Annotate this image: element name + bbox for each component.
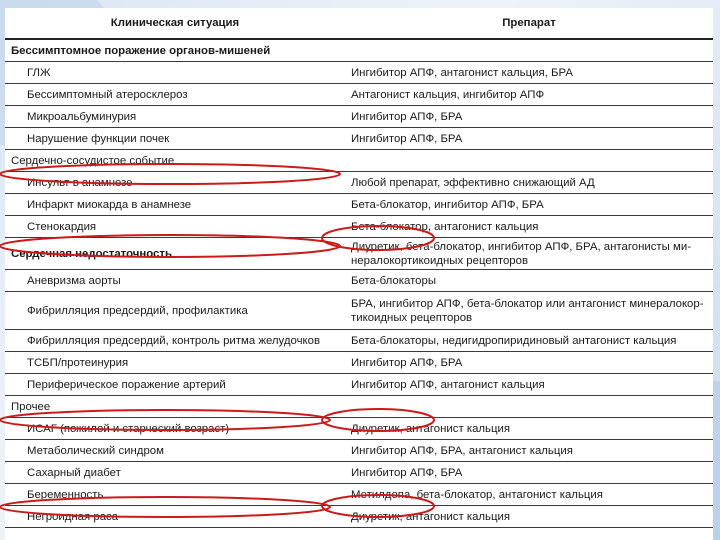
table-row	[5, 374, 713, 396]
drug-cell: Бета-блокатор, антагонист кальция	[345, 216, 713, 238]
situation-cell: ТСБП/протеинурия	[5, 352, 345, 374]
situation-cell: Периферическое поражение артерий	[5, 374, 345, 396]
table-row	[5, 418, 713, 440]
situation-cell: ГЛЖ	[5, 62, 345, 84]
table-header-row	[5, 8, 713, 39]
drug-cell	[345, 396, 713, 418]
table-row	[5, 128, 713, 150]
table-row	[5, 352, 713, 374]
header-drug: Препарат	[345, 8, 713, 39]
situation-cell: Нарушение функции почек	[5, 128, 345, 150]
table-row	[5, 462, 713, 484]
table-row	[5, 396, 713, 418]
drug-cell: Ингибитор АПФ, БРА	[345, 462, 713, 484]
document-sheet	[5, 8, 713, 540]
drug-cell: Ингибитор АПФ, БРА, антагонист кальция	[345, 440, 713, 462]
situation-cell: Бессимптомное поражение органов-мишеней	[5, 39, 345, 62]
situation-cell: Беременность	[5, 484, 345, 506]
situation-cell: Фибрилляция предсердий, профилактика	[5, 292, 345, 330]
drug-cell: Ингибитор АПФ, антагонист кальция, БРА	[345, 62, 713, 84]
drug-cell	[345, 39, 713, 62]
table-row	[5, 194, 713, 216]
situation-cell: Фибрилляция предсердий, контроль ритма желудочков	[5, 330, 345, 352]
table-row	[5, 330, 713, 352]
situation-cell: Аневризма аорты	[5, 270, 345, 292]
drug-cell	[345, 150, 713, 172]
table-row	[5, 106, 713, 128]
situation-cell: ИСАГ (пожилой и старческий возраст)	[5, 418, 345, 440]
table-row	[5, 172, 713, 194]
table-row	[5, 440, 713, 462]
drug-cell: Диуретик, антагонист кальция	[345, 418, 713, 440]
table-row	[5, 238, 713, 270]
drug-cell: БРА, ингибитор АПФ, бета-блокатор или антагонист минералокор- тикоидных рецепторов	[345, 292, 713, 330]
table-row	[5, 506, 713, 528]
situation-cell: Стенокардия	[5, 216, 345, 238]
situation-cell: Сахарный диабет	[5, 462, 345, 484]
drug-cell: Диуретик, бета-блокатор, ингибитор АПФ, БРА, антагонисты ми- нералокортикоидных рецепторов	[345, 238, 713, 270]
situation-cell: Инфаркт миокарда в анамнезе	[5, 194, 345, 216]
drug-cell: Бета-блокаторы	[345, 270, 713, 292]
drug-cell: Ингибитор АПФ, антагонист кальция	[345, 374, 713, 396]
drug-cell: Диуретик, антагонист кальция	[345, 506, 713, 528]
drug-cell: Ингибитор АПФ, БРА	[345, 106, 713, 128]
situation-cell: Бессимптомный атеросклероз	[5, 84, 345, 106]
drug-cell: Бета-блокатор, ингибитор АПФ, БРА	[345, 194, 713, 216]
drug-choice-table	[5, 8, 713, 528]
drug-cell: Антагонист кальция, ингибитор АПФ	[345, 84, 713, 106]
table-row	[5, 84, 713, 106]
situation-cell: Метаболический синдром	[5, 440, 345, 462]
drug-cell: Бета-блокаторы, недигидропиридиновый антагонист кальция	[345, 330, 713, 352]
situation-cell: Сердечно-сосудистое событие	[5, 150, 345, 172]
situation-cell: Негроидная раса	[5, 506, 345, 528]
header-situation: Клиническая ситуация	[5, 8, 345, 39]
table-row	[5, 150, 713, 172]
table-row	[5, 292, 713, 330]
table-row	[5, 270, 713, 292]
table-row	[5, 39, 713, 62]
situation-cell: Сердечная недостаточность	[5, 238, 345, 270]
table-row	[5, 484, 713, 506]
drug-cell: Ингибитор АПФ, БРА	[345, 128, 713, 150]
situation-cell: Микроальбуминурия	[5, 106, 345, 128]
drug-cell: Метилдопа, бета-блокатор, антагонист кальция	[345, 484, 713, 506]
drug-cell: Ингибитор АПФ, БРА	[345, 352, 713, 374]
table-row	[5, 62, 713, 84]
table-row	[5, 216, 713, 238]
situation-cell: Инсульт в анамнезе	[5, 172, 345, 194]
situation-cell: Прочее	[5, 396, 345, 418]
drug-cell: Любой препарат, эффективно снижающий АД	[345, 172, 713, 194]
